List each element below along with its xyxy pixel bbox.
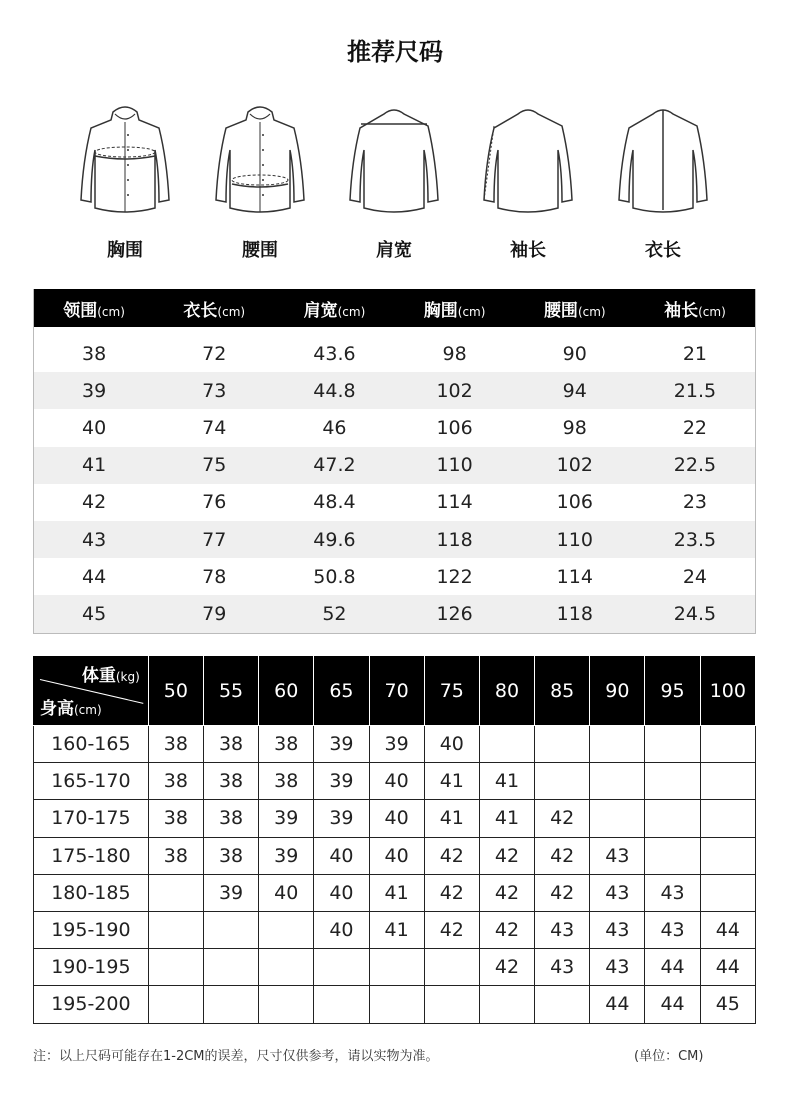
fit-size-cell: 39 (259, 837, 314, 874)
shirt-front-chest-icon (75, 100, 175, 220)
size-cell: 90 (562, 342, 587, 365)
size-cell: 39 (81, 379, 107, 402)
fit-size-cell (479, 986, 534, 1023)
fit-size-cell: 38 (148, 763, 203, 800)
fit-size-cell (148, 911, 203, 948)
weight-header: 75 (424, 657, 479, 726)
fit-size-cell: 41 (479, 763, 534, 800)
size-row (34, 447, 755, 484)
fit-size-cell: 40 (314, 874, 369, 911)
fit-size-cell (148, 874, 203, 911)
size-cell: 40 (81, 416, 107, 439)
fit-size-cell: 42 (479, 911, 534, 948)
height-cell: 165-170 (34, 763, 149, 800)
fit-size-cell (700, 837, 755, 874)
fit-size-cell (700, 874, 755, 911)
size-cell: 22.5 (673, 454, 717, 477)
fit-size-cell: 43 (645, 911, 700, 948)
fit-size-cell (148, 949, 203, 986)
fit-size-cell (203, 949, 258, 986)
fit-row (34, 949, 756, 986)
fit-size-cell: 39 (203, 874, 258, 911)
size-cell: 98 (442, 342, 467, 365)
fit-row (34, 986, 756, 1023)
fit-size-cell: 38 (148, 726, 203, 763)
fit-size-cell (424, 949, 479, 986)
fit-size-cell (203, 911, 258, 948)
corner-header (34, 657, 149, 726)
size-cell: 43.6 (313, 342, 356, 365)
fit-size-cell (424, 986, 479, 1023)
fit-row (34, 874, 756, 911)
size-cell: 106 (556, 491, 593, 514)
height-label: 身高 (40, 699, 74, 719)
weight-header: 50 (148, 657, 203, 726)
fit-size-cell: 38 (148, 800, 203, 837)
size-row (34, 595, 755, 632)
fit-size-cell (645, 837, 700, 874)
size-cell: 23.5 (673, 528, 717, 551)
fit-size-cell (369, 986, 424, 1023)
size-cell: 21 (682, 342, 708, 365)
size-col-header: 袖长(cm) (664, 300, 726, 321)
fit-size-cell: 38 (259, 726, 314, 763)
fit-row (34, 726, 756, 763)
size-col-header: 腰围(cm) (543, 300, 606, 321)
size-cell: 24.5 (673, 602, 717, 625)
fit-size-cell: 40 (369, 800, 424, 837)
height-cell: 190-195 (34, 949, 149, 986)
fit-size-cell: 41 (424, 800, 479, 837)
fit-size-cell: 43 (590, 874, 645, 911)
fit-row (34, 911, 756, 948)
fit-size-cell: 45 (700, 986, 755, 1023)
size-row (34, 484, 755, 521)
size-cell: 126 (436, 602, 473, 625)
size-cell: 118 (436, 528, 473, 551)
weight-label: 体重 (81, 666, 116, 686)
figure-label: 胸围 (107, 240, 143, 261)
size-cell: 47.2 (313, 454, 356, 477)
page-title: 推荐尺码 (347, 38, 443, 66)
fit-size-cell: 44 (645, 986, 700, 1023)
size-cell: 75 (202, 454, 227, 477)
size-cell: 50.8 (313, 565, 356, 588)
figure-3 (473, 100, 583, 262)
fit-size-cell (314, 986, 369, 1023)
fit-size-cell: 41 (369, 874, 424, 911)
figure-label: 衣长 (645, 240, 681, 261)
fit-size-cell (700, 763, 755, 800)
fit-size-cell: 40 (369, 763, 424, 800)
weight-header: 80 (479, 657, 534, 726)
size-cell: 44.8 (313, 379, 356, 402)
figure-label: 袖长 (510, 240, 546, 261)
fit-size-cell (700, 726, 755, 763)
fit-size-cell: 38 (259, 763, 314, 800)
size-row (34, 409, 755, 446)
fit-size-cell (590, 726, 645, 763)
size-cell: 73 (202, 379, 227, 402)
size-cell: 46 (322, 416, 347, 439)
shirt-front-waist-icon (210, 100, 310, 220)
size-cell: 118 (556, 602, 593, 625)
fit-size-cell: 39 (259, 800, 314, 837)
fit-size-cell: 40 (314, 911, 369, 948)
fit-size-cell (148, 986, 203, 1023)
size-cell: 114 (436, 491, 473, 514)
fit-size-cell: 42 (535, 800, 590, 837)
size-cell: 49.6 (313, 528, 356, 551)
fit-size-cell: 38 (203, 763, 258, 800)
fit-size-cell: 38 (203, 837, 258, 874)
size-cell: 42 (81, 491, 107, 514)
size-col-header: 衣长(cm) (183, 300, 246, 321)
height-cell: 180-185 (34, 874, 149, 911)
fit-size-cell: 39 (369, 726, 424, 763)
fit-size-cell: 40 (314, 837, 369, 874)
size-cell: 106 (436, 416, 473, 439)
fit-size-cell (645, 763, 700, 800)
fit-size-cell: 39 (314, 763, 369, 800)
fit-size-cell: 43 (590, 911, 645, 948)
shirt-back-sleeve-icon (478, 100, 578, 220)
weight-unit: (kg) (115, 670, 140, 684)
size-cell: 44 (81, 565, 107, 588)
fit-size-cell: 44 (700, 911, 755, 948)
fit-size-cell: 38 (203, 800, 258, 837)
fit-size-cell: 42 (424, 911, 479, 948)
fit-size-cell: 41 (369, 911, 424, 948)
weight-header: 65 (314, 657, 369, 726)
fit-size-cell: 42 (535, 874, 590, 911)
size-cell: 94 (562, 379, 587, 402)
size-table (33, 289, 756, 634)
fit-size-cell: 42 (424, 837, 479, 874)
fit-size-cell: 44 (645, 949, 700, 986)
fit-size-cell: 40 (369, 837, 424, 874)
size-cell: 122 (436, 565, 473, 588)
fit-size-cell (479, 726, 534, 763)
shirt-back-length-icon (613, 100, 713, 220)
fit-size-cell: 41 (424, 763, 479, 800)
size-cell: 21.5 (673, 379, 717, 402)
height-cell: 170-175 (34, 800, 149, 837)
size-cell: 45 (81, 602, 107, 625)
size-cell: 48.4 (313, 491, 356, 514)
fit-size-cell (259, 986, 314, 1023)
height-cell: 195-200 (34, 986, 149, 1023)
size-table-header (34, 289, 755, 327)
size-cell: 38 (81, 342, 107, 365)
fit-row (34, 763, 756, 800)
fit-size-cell (700, 800, 755, 837)
fit-size-cell: 38 (148, 837, 203, 874)
fit-size-cell (259, 949, 314, 986)
height-cell: 160-165 (34, 726, 149, 763)
fit-size-cell (645, 726, 700, 763)
figure-2 (339, 100, 449, 262)
size-col-header: 领围(cm) (63, 300, 125, 321)
weight-header: 60 (259, 657, 314, 726)
size-cell: 110 (556, 528, 593, 551)
size-col-header: 胸围(cm) (423, 300, 486, 321)
fit-size-cell (535, 763, 590, 800)
size-row (34, 558, 755, 595)
fit-size-cell (645, 800, 700, 837)
fit-size-cell: 43 (590, 949, 645, 986)
size-cell: 110 (436, 454, 473, 477)
fit-size-cell: 42 (424, 874, 479, 911)
fit-size-cell: 38 (203, 726, 258, 763)
fit-size-cell: 42 (535, 837, 590, 874)
size-cell: 77 (202, 528, 227, 551)
fit-size-cell: 41 (479, 800, 534, 837)
height-cell: 175-180 (34, 837, 149, 874)
disclaimer-note: 注：以上尺码可能存在1-2CM的误差，尺寸仅供参考，请以实物为准。 (33, 1049, 439, 1064)
fit-size-cell: 43 (590, 837, 645, 874)
figure-4 (608, 100, 718, 262)
size-cell: 76 (202, 491, 227, 514)
figure-label: 腰围 (242, 240, 278, 261)
size-cell: 102 (436, 379, 473, 402)
size-row (34, 521, 755, 558)
fit-size-cell: 39 (314, 726, 369, 763)
size-cell: 43 (81, 528, 107, 551)
fit-size-cell: 39 (314, 800, 369, 837)
fit-size-cell: 43 (645, 874, 700, 911)
fit-size-cell (203, 986, 258, 1023)
figure-1 (205, 100, 315, 262)
size-cell: 78 (202, 565, 227, 588)
fit-table (33, 656, 756, 1024)
size-cell: 98 (562, 416, 587, 439)
fit-size-cell (535, 726, 590, 763)
fit-size-cell: 42 (479, 949, 534, 986)
weight-header: 90 (590, 657, 645, 726)
weight-header: 70 (369, 657, 424, 726)
shirt-back-shoulder-icon (344, 100, 444, 220)
fit-size-cell (259, 911, 314, 948)
fit-row (34, 837, 756, 874)
size-cell: 23 (682, 491, 708, 514)
size-cell: 72 (202, 342, 227, 365)
size-cell: 24 (682, 565, 708, 588)
weight-header: 85 (535, 657, 590, 726)
weight-header: 100 (700, 657, 755, 726)
fit-size-cell: 42 (479, 837, 534, 874)
fit-size-cell: 42 (479, 874, 534, 911)
size-cell: 74 (202, 416, 227, 439)
size-cell: 79 (202, 602, 227, 625)
fit-size-cell: 43 (535, 949, 590, 986)
size-cell: 102 (556, 454, 593, 477)
size-row (34, 372, 755, 409)
size-col-header: 肩宽(cm) (303, 300, 366, 321)
size-row (34, 335, 755, 372)
figure-0 (70, 100, 180, 262)
size-cell: 52 (322, 602, 347, 625)
fit-row (34, 800, 756, 837)
fit-size-cell: 40 (259, 874, 314, 911)
size-cell: 41 (81, 454, 107, 477)
fit-size-cell (314, 949, 369, 986)
height-unit: (cm) (74, 703, 102, 717)
fit-size-cell: 44 (700, 949, 755, 986)
size-cell: 114 (556, 565, 593, 588)
fit-size-cell (590, 800, 645, 837)
unit-note: (单位：CM) (634, 1049, 704, 1064)
figure-label: 肩宽 (376, 240, 412, 261)
fit-size-cell: 43 (535, 911, 590, 948)
fit-size-cell: 44 (590, 986, 645, 1023)
weight-header: 55 (203, 657, 258, 726)
size-cell: 22 (682, 416, 708, 439)
weight-header: 95 (645, 657, 700, 726)
fit-size-cell (369, 949, 424, 986)
fit-size-cell: 40 (424, 726, 479, 763)
fit-size-cell (535, 986, 590, 1023)
height-cell: 195-190 (34, 911, 149, 948)
fit-size-cell (590, 763, 645, 800)
